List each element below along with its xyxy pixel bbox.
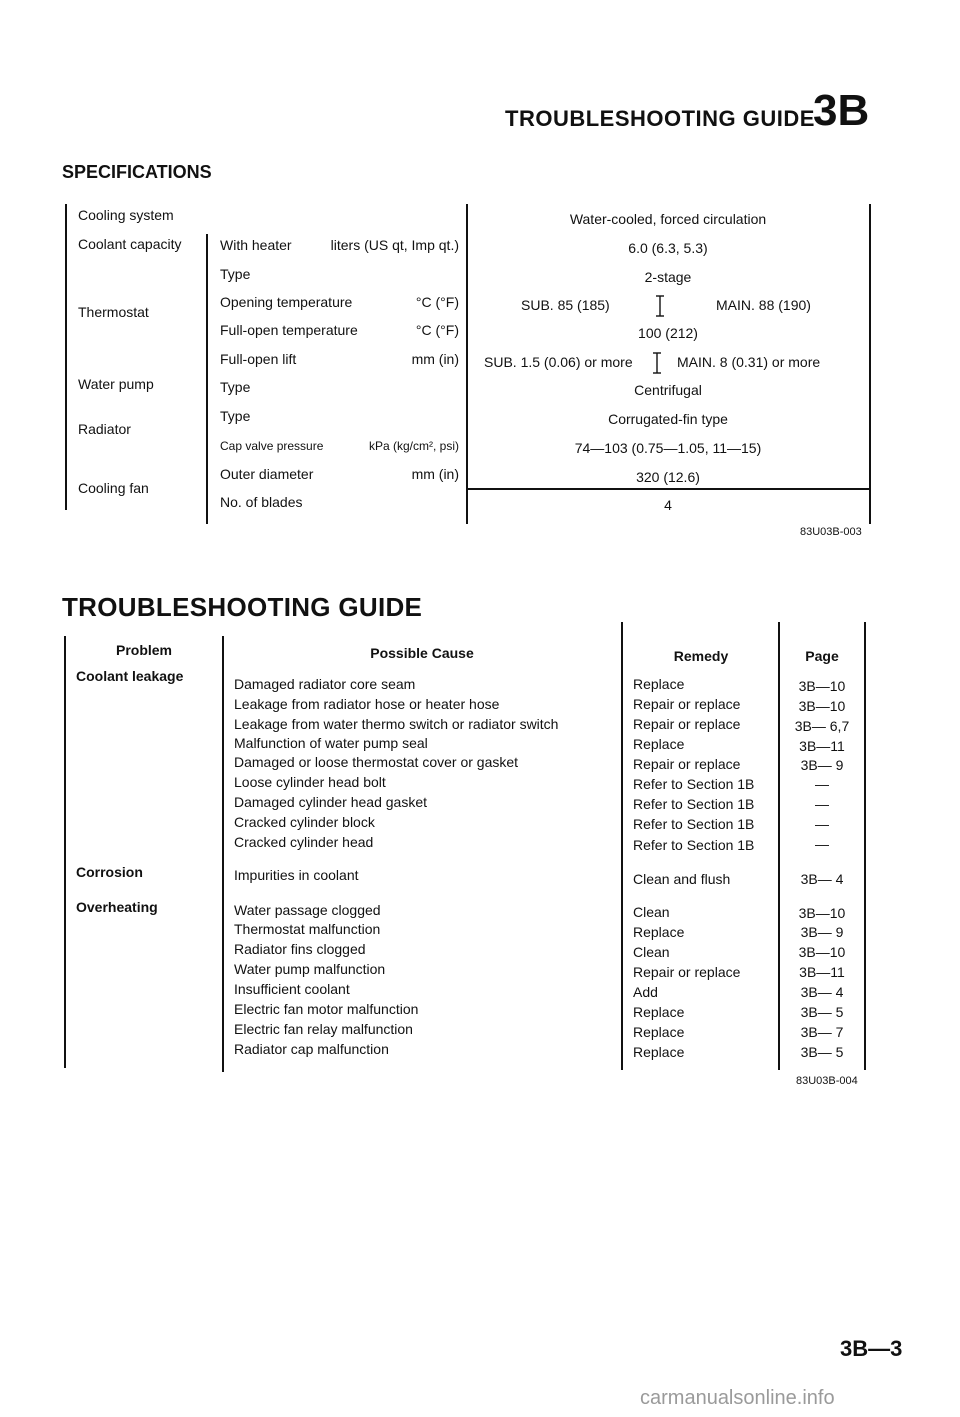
page-header-title: TROUBLESHOOTING GUIDE <box>505 106 815 131</box>
troubleshooting-heading: TROUBLESHOOTING GUIDE <box>62 592 423 622</box>
spec-value: Water-cooled, forced circulation <box>569 211 767 227</box>
remedy-cell: Repair or replace <box>633 756 741 772</box>
tg-bracket-remedy <box>621 622 623 1070</box>
problem-label: Corrosion <box>76 864 143 880</box>
page-cell: 3B— 9 <box>800 757 844 773</box>
spec-group-label: Cooling fan <box>78 480 149 496</box>
remedy-cell: Refer to Section 1B <box>633 816 755 832</box>
spec-value: 6.0 (6.3, 5.3) <box>628 240 708 256</box>
range-divider-icon <box>654 295 666 317</box>
remedy-cell: Replace <box>633 1004 685 1020</box>
watermark: carmanualsonline.info <box>640 1387 835 1409</box>
remedy-cell: Replace <box>633 1024 685 1040</box>
column-header-problem: Problem <box>115 642 172 658</box>
cause-cell: Cracked cylinder block <box>234 814 375 830</box>
spec-figure-ref: 83U03B-003 <box>800 526 862 538</box>
remedy-cell: Repair or replace <box>633 716 741 732</box>
page-cell: 3B— 5 <box>800 1044 844 1060</box>
remedy-cell: Clean <box>633 944 670 960</box>
spec-item: With heater <box>220 237 292 253</box>
tg-figure-ref: 83U03B-004 <box>796 1075 858 1087</box>
page-cell: — <box>815 816 829 832</box>
cause-cell: Cracked cylinder head <box>234 834 374 850</box>
page-cell: 3B— 5 <box>800 1004 844 1020</box>
cause-cell: Leakage from water thermo switch or radiator switch <box>234 716 559 732</box>
page-cell: 3B— 9 <box>800 924 844 940</box>
cause-cell: Radiator cap malfunction <box>234 1041 389 1057</box>
tg-bracket-cause <box>222 636 224 1072</box>
spec-unit: °C (°F) <box>415 294 459 310</box>
spec-value: 4 <box>664 497 672 513</box>
spec-value-main: MAIN. 8 (0.31) or more <box>677 354 821 370</box>
spec-group-label: Coolant capacity <box>78 236 182 252</box>
spec-item: Full-open lift <box>220 351 297 367</box>
spec-value-sub: SUB. 1.5 (0.06) or more <box>484 354 633 370</box>
spec-value: Corrugated-fin type <box>608 411 728 427</box>
remedy-cell: Clean and flush <box>633 871 731 887</box>
problem-label: Overheating <box>76 899 158 915</box>
spec-unit: mm (in) <box>411 466 459 482</box>
spec-value: 2-stage <box>644 269 692 285</box>
spec-item: Opening temperature <box>220 294 353 310</box>
cause-cell: Water pump malfunction <box>234 961 386 977</box>
spec-item: Type <box>220 408 251 424</box>
column-header-cause: Possible Cause <box>370 645 474 661</box>
page-cell: 3B—11 <box>799 738 845 754</box>
spec-group-label: Thermostat <box>78 304 149 320</box>
page-cell: 3B—10 <box>798 905 846 921</box>
page-cell: 3B— 7 <box>800 1024 844 1040</box>
cause-cell: Thermostat malfunction <box>234 921 381 937</box>
spec-value: 320 (12.6) <box>636 469 700 485</box>
spec-value-main: MAIN. 88 (190) <box>716 297 811 313</box>
specifications-heading: SPECIFICATIONS <box>62 162 212 182</box>
page-number: 3B—3 <box>840 1336 903 1361</box>
remedy-cell: Add <box>633 984 658 1000</box>
spec-item: Type <box>220 266 251 282</box>
spec-bracket-right <box>869 204 871 524</box>
spec-group-label: Cooling system <box>78 207 174 223</box>
page-cell: — <box>815 836 829 852</box>
page-cell: 3B— 4 <box>800 984 844 1000</box>
spec-unit: liters (US qt, Imp qt.) <box>330 237 459 253</box>
cause-cell: Loose cylinder head bolt <box>234 774 386 790</box>
page-cell: — <box>815 796 829 812</box>
cause-cell: Leakage from radiator hose or heater hose <box>234 696 500 712</box>
page-cell: 3B— 6,7 <box>794 718 850 734</box>
cause-cell: Damaged or loose thermostat cover or gasket <box>234 754 519 770</box>
spec-unit: mm (in) <box>411 351 459 367</box>
cause-cell: Malfunction of water pump seal <box>234 735 428 751</box>
spec-item: Type <box>220 379 251 395</box>
spec-bracket-mid <box>206 234 208 524</box>
page-cell: — <box>815 776 829 792</box>
cause-cell: Damaged radiator core seam <box>234 676 416 692</box>
spec-item: Outer diameter <box>220 466 314 482</box>
cause-cell: Electric fan motor malfunction <box>234 1001 419 1017</box>
spec-unit: kPa (kg/cm², psi) <box>368 439 459 453</box>
cause-cell: Water passage clogged <box>234 902 381 918</box>
remedy-cell: Refer to Section 1B <box>633 796 755 812</box>
cause-cell: Damaged cylinder head gasket <box>234 794 428 810</box>
spec-value-sub: SUB. 85 (185) <box>521 297 610 313</box>
cause-cell: Impurities in coolant <box>234 867 359 883</box>
spec-value: 74—103 (0.75—1.05, 11—15) <box>574 440 762 456</box>
spec-item: No. of blades <box>220 494 303 510</box>
page-cell: 3B—10 <box>798 678 846 694</box>
cause-cell: Radiator fins clogged <box>234 941 366 957</box>
spec-rule <box>466 488 870 490</box>
remedy-cell: Replace <box>633 924 685 940</box>
problem-label: Coolant leakage <box>76 668 184 684</box>
spec-group-label: Water pump <box>78 376 154 392</box>
spec-value: Centrifugal <box>634 382 702 398</box>
remedy-cell: Refer to Section 1B <box>633 837 755 853</box>
tg-bracket-left <box>64 636 66 1068</box>
cause-cell: Insufficient coolant <box>234 981 350 997</box>
spec-bracket-left <box>65 204 67 510</box>
spec-value: 100 (212) <box>638 325 698 341</box>
spec-group-label: Radiator <box>78 421 131 437</box>
remedy-cell: Clean <box>633 904 670 920</box>
remedy-cell: Repair or replace <box>633 964 741 980</box>
page-cell: 3B—10 <box>798 944 846 960</box>
spec-item: Full-open temperature <box>220 322 358 338</box>
page-cell: 3B—10 <box>798 698 846 714</box>
remedy-cell: Replace <box>633 676 685 692</box>
page-header-section: 3B <box>813 86 870 135</box>
spec-item: Cap valve pressure <box>220 439 324 453</box>
cause-cell: Electric fan relay malfunction <box>234 1021 413 1037</box>
range-divider-icon <box>651 352 663 374</box>
page-cell: 3B— 4 <box>800 871 844 887</box>
spec-unit: °C (°F) <box>415 322 459 338</box>
page-cell: 3B—11 <box>799 964 845 980</box>
tg-bracket-right <box>864 622 866 1070</box>
column-header-page: Page <box>805 648 839 664</box>
remedy-cell: Replace <box>633 1044 685 1060</box>
remedy-cell: Repair or replace <box>633 696 741 712</box>
column-header-remedy: Remedy <box>673 648 729 664</box>
remedy-cell: Refer to Section 1B <box>633 776 755 792</box>
remedy-cell: Replace <box>633 736 685 752</box>
